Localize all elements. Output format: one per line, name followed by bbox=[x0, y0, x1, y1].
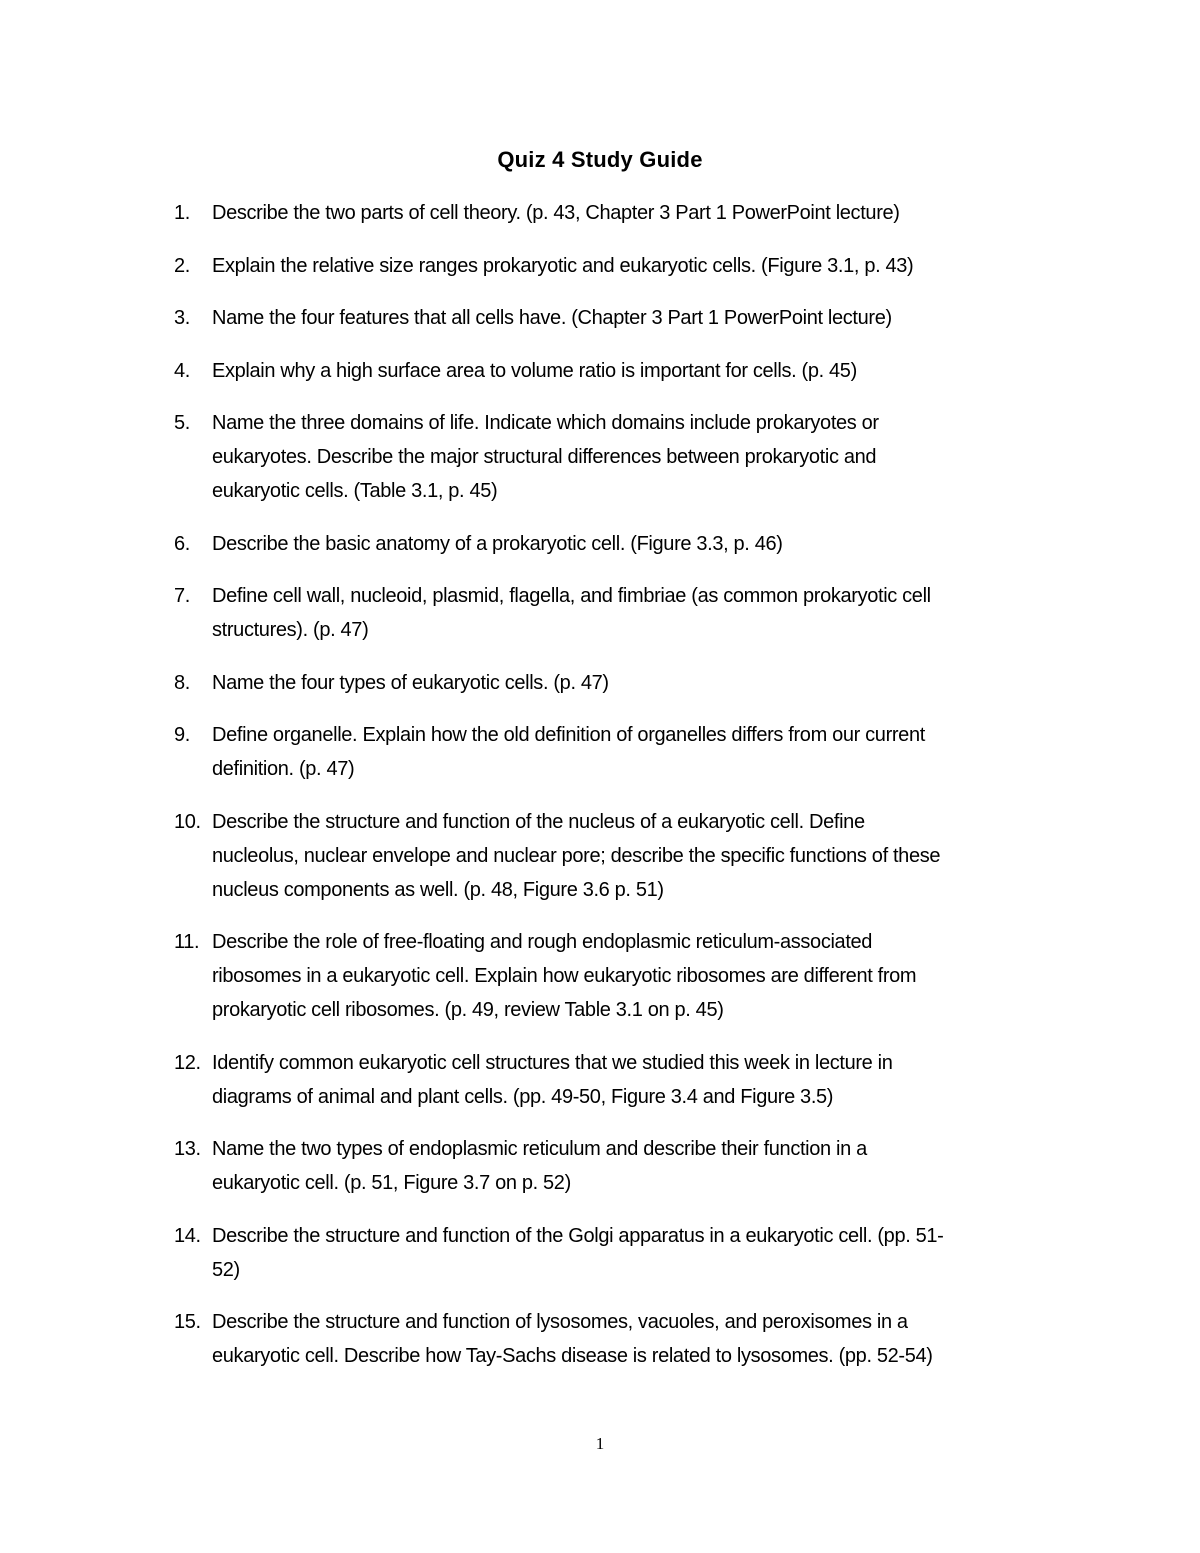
study-question bbox=[174, 301, 1054, 335]
page-number: 1 bbox=[595, 1434, 605, 1453]
study-question bbox=[174, 527, 1054, 561]
question-number: 2. bbox=[174, 254, 190, 277]
question-text: Describe the basic anatomy of a prokaryotic cell. (Figure 3.3, p. 46) bbox=[212, 532, 783, 555]
study-question-list bbox=[174, 196, 1054, 1392]
study-question bbox=[174, 718, 1054, 786]
question-text: Describe the role of free-floating and rough endoplasmic reticulum-associated ribosomes in a eukaryotic cell. Explain how eukaryotic ribosomes are different from prokaryotic cell ribosomes. (p. 49, review Table 3.1 on p. 45) bbox=[212, 931, 917, 1021]
question-number: 12. bbox=[174, 1051, 201, 1074]
question-text: Describe the two parts of cell theory. (p. 43, Chapter 3 Part 1 PowerPoint lecture) bbox=[212, 202, 900, 224]
question-text: Describe the structure and function of the Golgi apparatus in a eukaryotic cell. (pp. 51- 52) bbox=[212, 1224, 944, 1281]
question-number: 15. bbox=[174, 1311, 201, 1333]
study-question bbox=[174, 579, 1054, 647]
study-question bbox=[174, 196, 1054, 230]
question-text: Name the three domains of life. Indicate which domains include prokaryotes or eukaryotes. Describe the major structural differences between prokaryotic and eukaryotic cells. (Table 3.1, p. 45) bbox=[212, 412, 879, 502]
study-question bbox=[174, 406, 1054, 508]
question-number: 1. bbox=[174, 202, 190, 224]
question-number: 14. bbox=[174, 1224, 201, 1247]
study-question bbox=[174, 1132, 1054, 1200]
question-number: 13. bbox=[174, 1138, 201, 1160]
question-number: 4. bbox=[174, 359, 190, 382]
study-question bbox=[174, 805, 1054, 907]
question-number: 10. bbox=[174, 810, 201, 833]
question-number: 7. bbox=[174, 585, 190, 607]
question-text: Name the two types of endoplasmic reticulum and describe their function in a eukaryotic cell. (p. 51, Figure 3.7 on p. 52) bbox=[212, 1138, 867, 1194]
question-number: 5. bbox=[174, 412, 190, 434]
question-number: 9. bbox=[174, 724, 190, 746]
question-text: Define organelle. Explain how the old definition of organelles differs from our current definition. (p. 47) bbox=[212, 724, 925, 780]
question-number: 3. bbox=[174, 307, 190, 329]
question-text: Explain why a high surface area to volume ratio is important for cells. (p. 45) bbox=[212, 359, 857, 382]
question-text: Name the four features that all cells have. (Chapter 3 Part 1 PowerPoint lecture) bbox=[212, 307, 892, 329]
question-number: 8. bbox=[174, 671, 190, 694]
question-number: 6. bbox=[174, 532, 190, 555]
study-question bbox=[174, 925, 1054, 1027]
study-question bbox=[174, 1305, 1054, 1373]
question-number: 11. bbox=[174, 931, 200, 953]
question-text: Explain the relative size ranges prokaryotic and eukaryotic cells. (Figure 3.1, p. 43) bbox=[212, 254, 914, 277]
question-text: Name the four types of eukaryotic cells. (p. 47) bbox=[212, 671, 609, 694]
question-text: Describe the structure and function of lysosomes, vacuoles, and peroxisomes in a eukaryotic cell. Describe how Tay-Sachs disease is related to lysosomes. (pp. 52-54) bbox=[212, 1311, 933, 1367]
study-question bbox=[174, 1046, 1054, 1114]
study-question bbox=[174, 1219, 1054, 1287]
document-title: Quiz 4 Study Guide bbox=[497, 147, 703, 172]
question-text: Define cell wall, nucleoid, plasmid, flagella, and fimbriae (as common prokaryotic cell structures). (p. 47) bbox=[212, 585, 931, 641]
question-text: Describe the structure and function of the nucleus of a eukaryotic cell. Define nucleolus, nuclear envelope and nuclear pore; describe the specific functions of these nucleus components as well. (p. 48, Figure 3.6 p. 51) bbox=[212, 810, 941, 901]
study-question bbox=[174, 354, 1054, 388]
question-text: Identify common eukaryotic cell structures that we studied this week in lecture in diagrams of animal and plant cells. (pp. 49-50, Figure 3.4 and Figure 3.5) bbox=[212, 1051, 893, 1108]
study-question bbox=[174, 249, 1054, 283]
study-question bbox=[174, 666, 1054, 700]
